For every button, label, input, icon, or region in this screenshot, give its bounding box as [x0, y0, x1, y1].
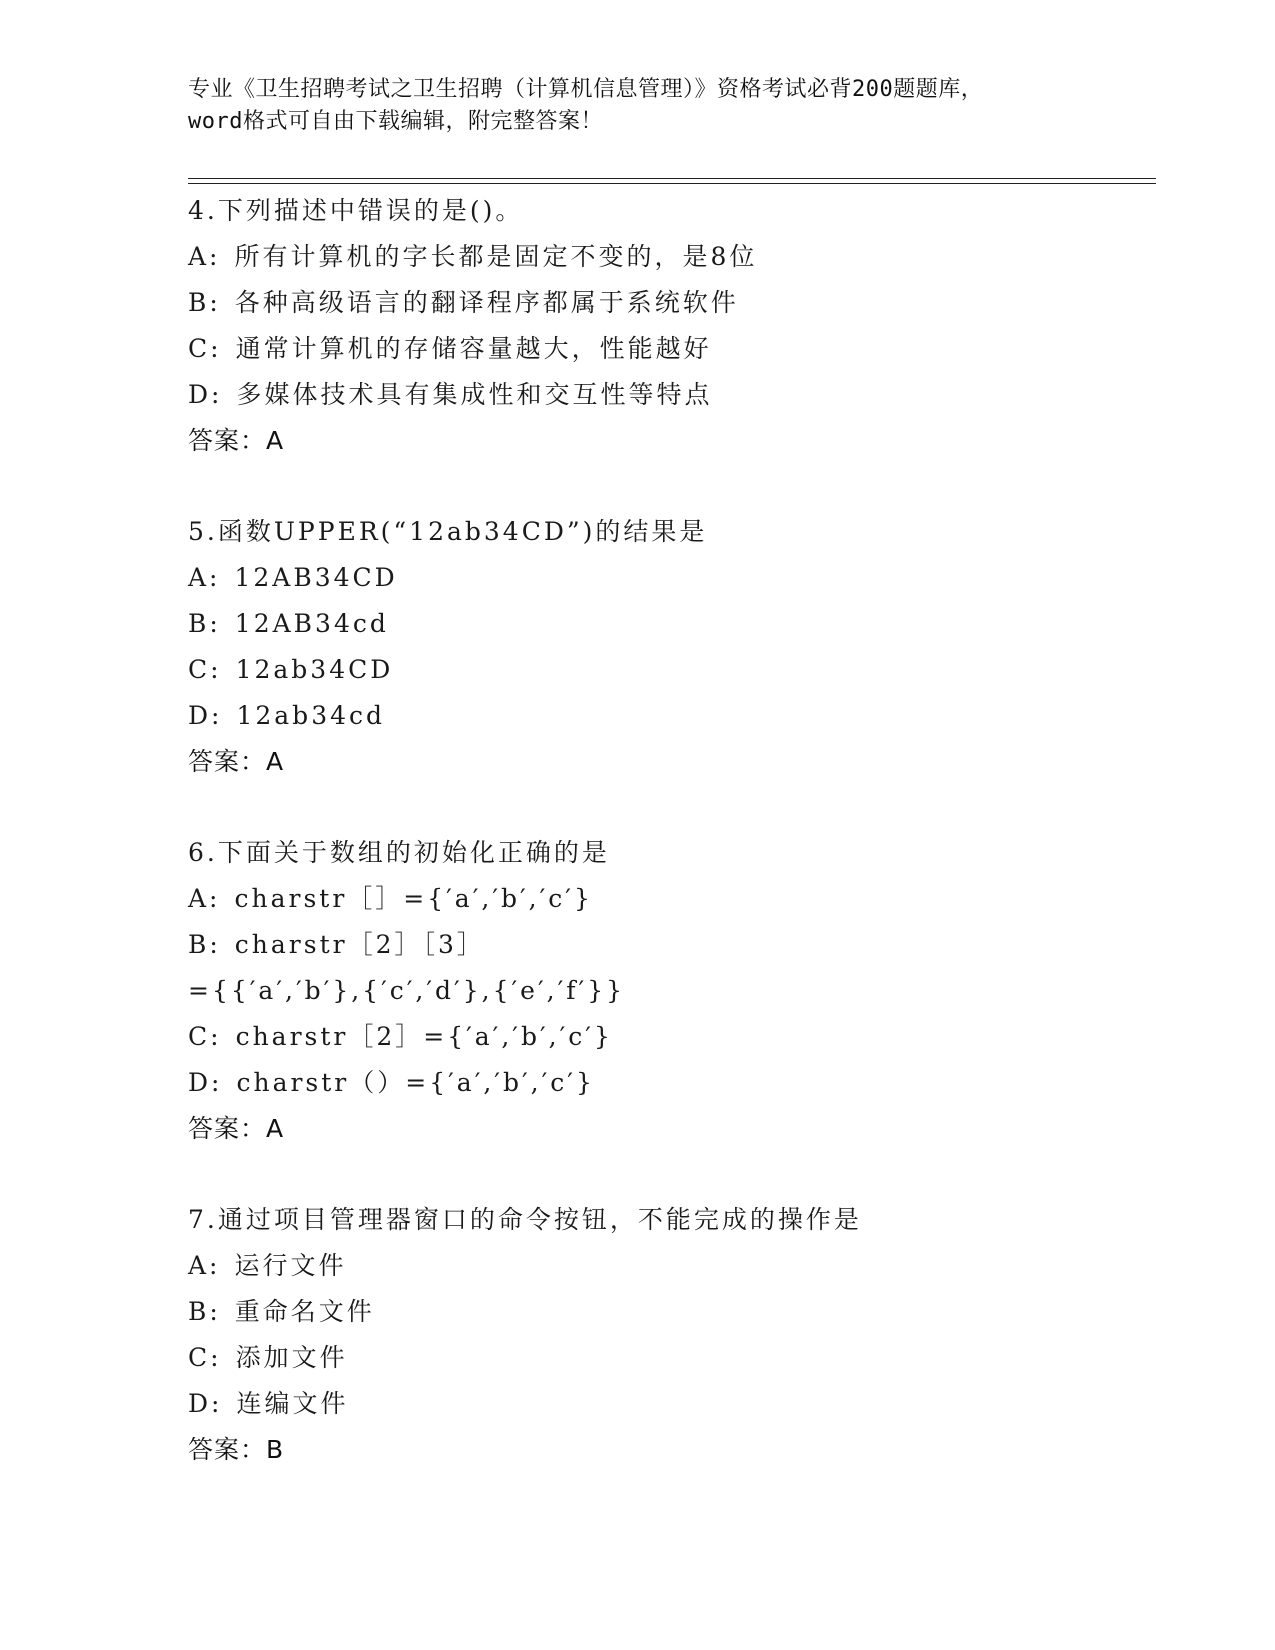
option-letter: B:	[188, 609, 221, 638]
question-stem: 6.下面关于数组的初始化正确的是	[188, 838, 610, 867]
option-text: 各种高级语言的翻译程序都属于系统软件	[234, 288, 739, 317]
header-divider-bottom	[188, 183, 1156, 184]
option-letter: D:	[188, 380, 223, 409]
option-text: 12ab34cd	[236, 701, 386, 730]
option-letter: C:	[188, 1343, 222, 1372]
option-text: ={{′a′,′b′},{′c′,′d′},{′e′,′f′}}	[188, 976, 626, 1005]
option-c	[188, 647, 1148, 693]
option-a	[188, 555, 1148, 601]
option-c	[188, 1014, 1148, 1060]
option-b	[188, 922, 1148, 968]
option-b	[188, 280, 1148, 326]
question-list	[188, 188, 1148, 1518]
answer-line: 答案：A	[188, 426, 285, 455]
option-b-continuation	[188, 968, 1148, 1014]
header-line-2: word格式可自由下载编辑，附完整答案！	[188, 109, 603, 134]
question-stem: 4.下列描述中错误的是()。	[188, 196, 524, 225]
option-text: charstr［］={′a′,′b′,′c′}	[234, 884, 593, 913]
option-text: 运行文件	[234, 1251, 347, 1280]
header-divider-top	[188, 178, 1156, 179]
option-text: charstr［2］={′a′,′b′,′c′}	[235, 1022, 613, 1051]
option-letter: B:	[188, 930, 221, 959]
option-text: charstr［2］［3］	[234, 930, 485, 959]
option-a	[188, 1243, 1148, 1289]
option-letter: D:	[188, 1068, 223, 1097]
option-letter: A:	[188, 242, 221, 271]
option-letter: A:	[188, 563, 221, 592]
option-letter: B:	[188, 1297, 221, 1326]
option-b	[188, 601, 1148, 647]
option-a	[188, 234, 1148, 280]
option-d	[188, 372, 1148, 418]
option-d	[188, 1060, 1148, 1106]
document-header	[188, 74, 1088, 138]
option-text: 12ab34CD	[235, 655, 394, 684]
header-line-1: 专业《卫生招聘考试之卫生招聘（计算机信息管理）》资格考试必背200题题库，	[188, 77, 984, 102]
option-text: 12AB34cd	[234, 609, 389, 638]
question-stem: 5.函数UPPER(“12ab34CD”)的结果是	[188, 517, 708, 546]
question-item	[188, 509, 1148, 785]
option-text: 12AB34CD	[234, 563, 398, 592]
option-text: 通常计算机的存储容量越大，性能越好	[235, 334, 712, 363]
question-item	[188, 1197, 1148, 1473]
answer-line: 答案：B	[188, 1435, 285, 1464]
option-letter: A:	[188, 884, 221, 913]
answer-line: 答案：A	[188, 747, 285, 776]
option-letter: D:	[188, 1389, 223, 1418]
option-text: 添加文件	[235, 1343, 348, 1372]
option-letter: C:	[188, 1022, 222, 1051]
question-item	[188, 188, 1148, 464]
option-d	[188, 1381, 1148, 1427]
answer-line: 答案：A	[188, 1114, 285, 1143]
option-letter: A:	[188, 1251, 221, 1280]
option-letter: C:	[188, 334, 222, 363]
option-text: 连编文件	[236, 1389, 349, 1418]
option-c	[188, 326, 1148, 372]
option-b	[188, 1289, 1148, 1335]
question-item	[188, 830, 1148, 1152]
option-text: charstr（）={′a′,′b′,′c′}	[236, 1068, 595, 1097]
question-stem: 7.通过项目管理器窗口的命令按钮，不能完成的操作是	[188, 1205, 862, 1234]
option-d	[188, 693, 1148, 739]
option-letter: D:	[188, 701, 223, 730]
option-a	[188, 876, 1148, 922]
option-c	[188, 1335, 1148, 1381]
option-letter: C:	[188, 655, 222, 684]
option-text: 重命名文件	[234, 1297, 375, 1326]
option-text: 所有计算机的字长都是固定不变的，是8位	[234, 242, 758, 271]
option-letter: B:	[188, 288, 221, 317]
option-text: 多媒体技术具有集成性和交互性等特点	[236, 380, 713, 409]
